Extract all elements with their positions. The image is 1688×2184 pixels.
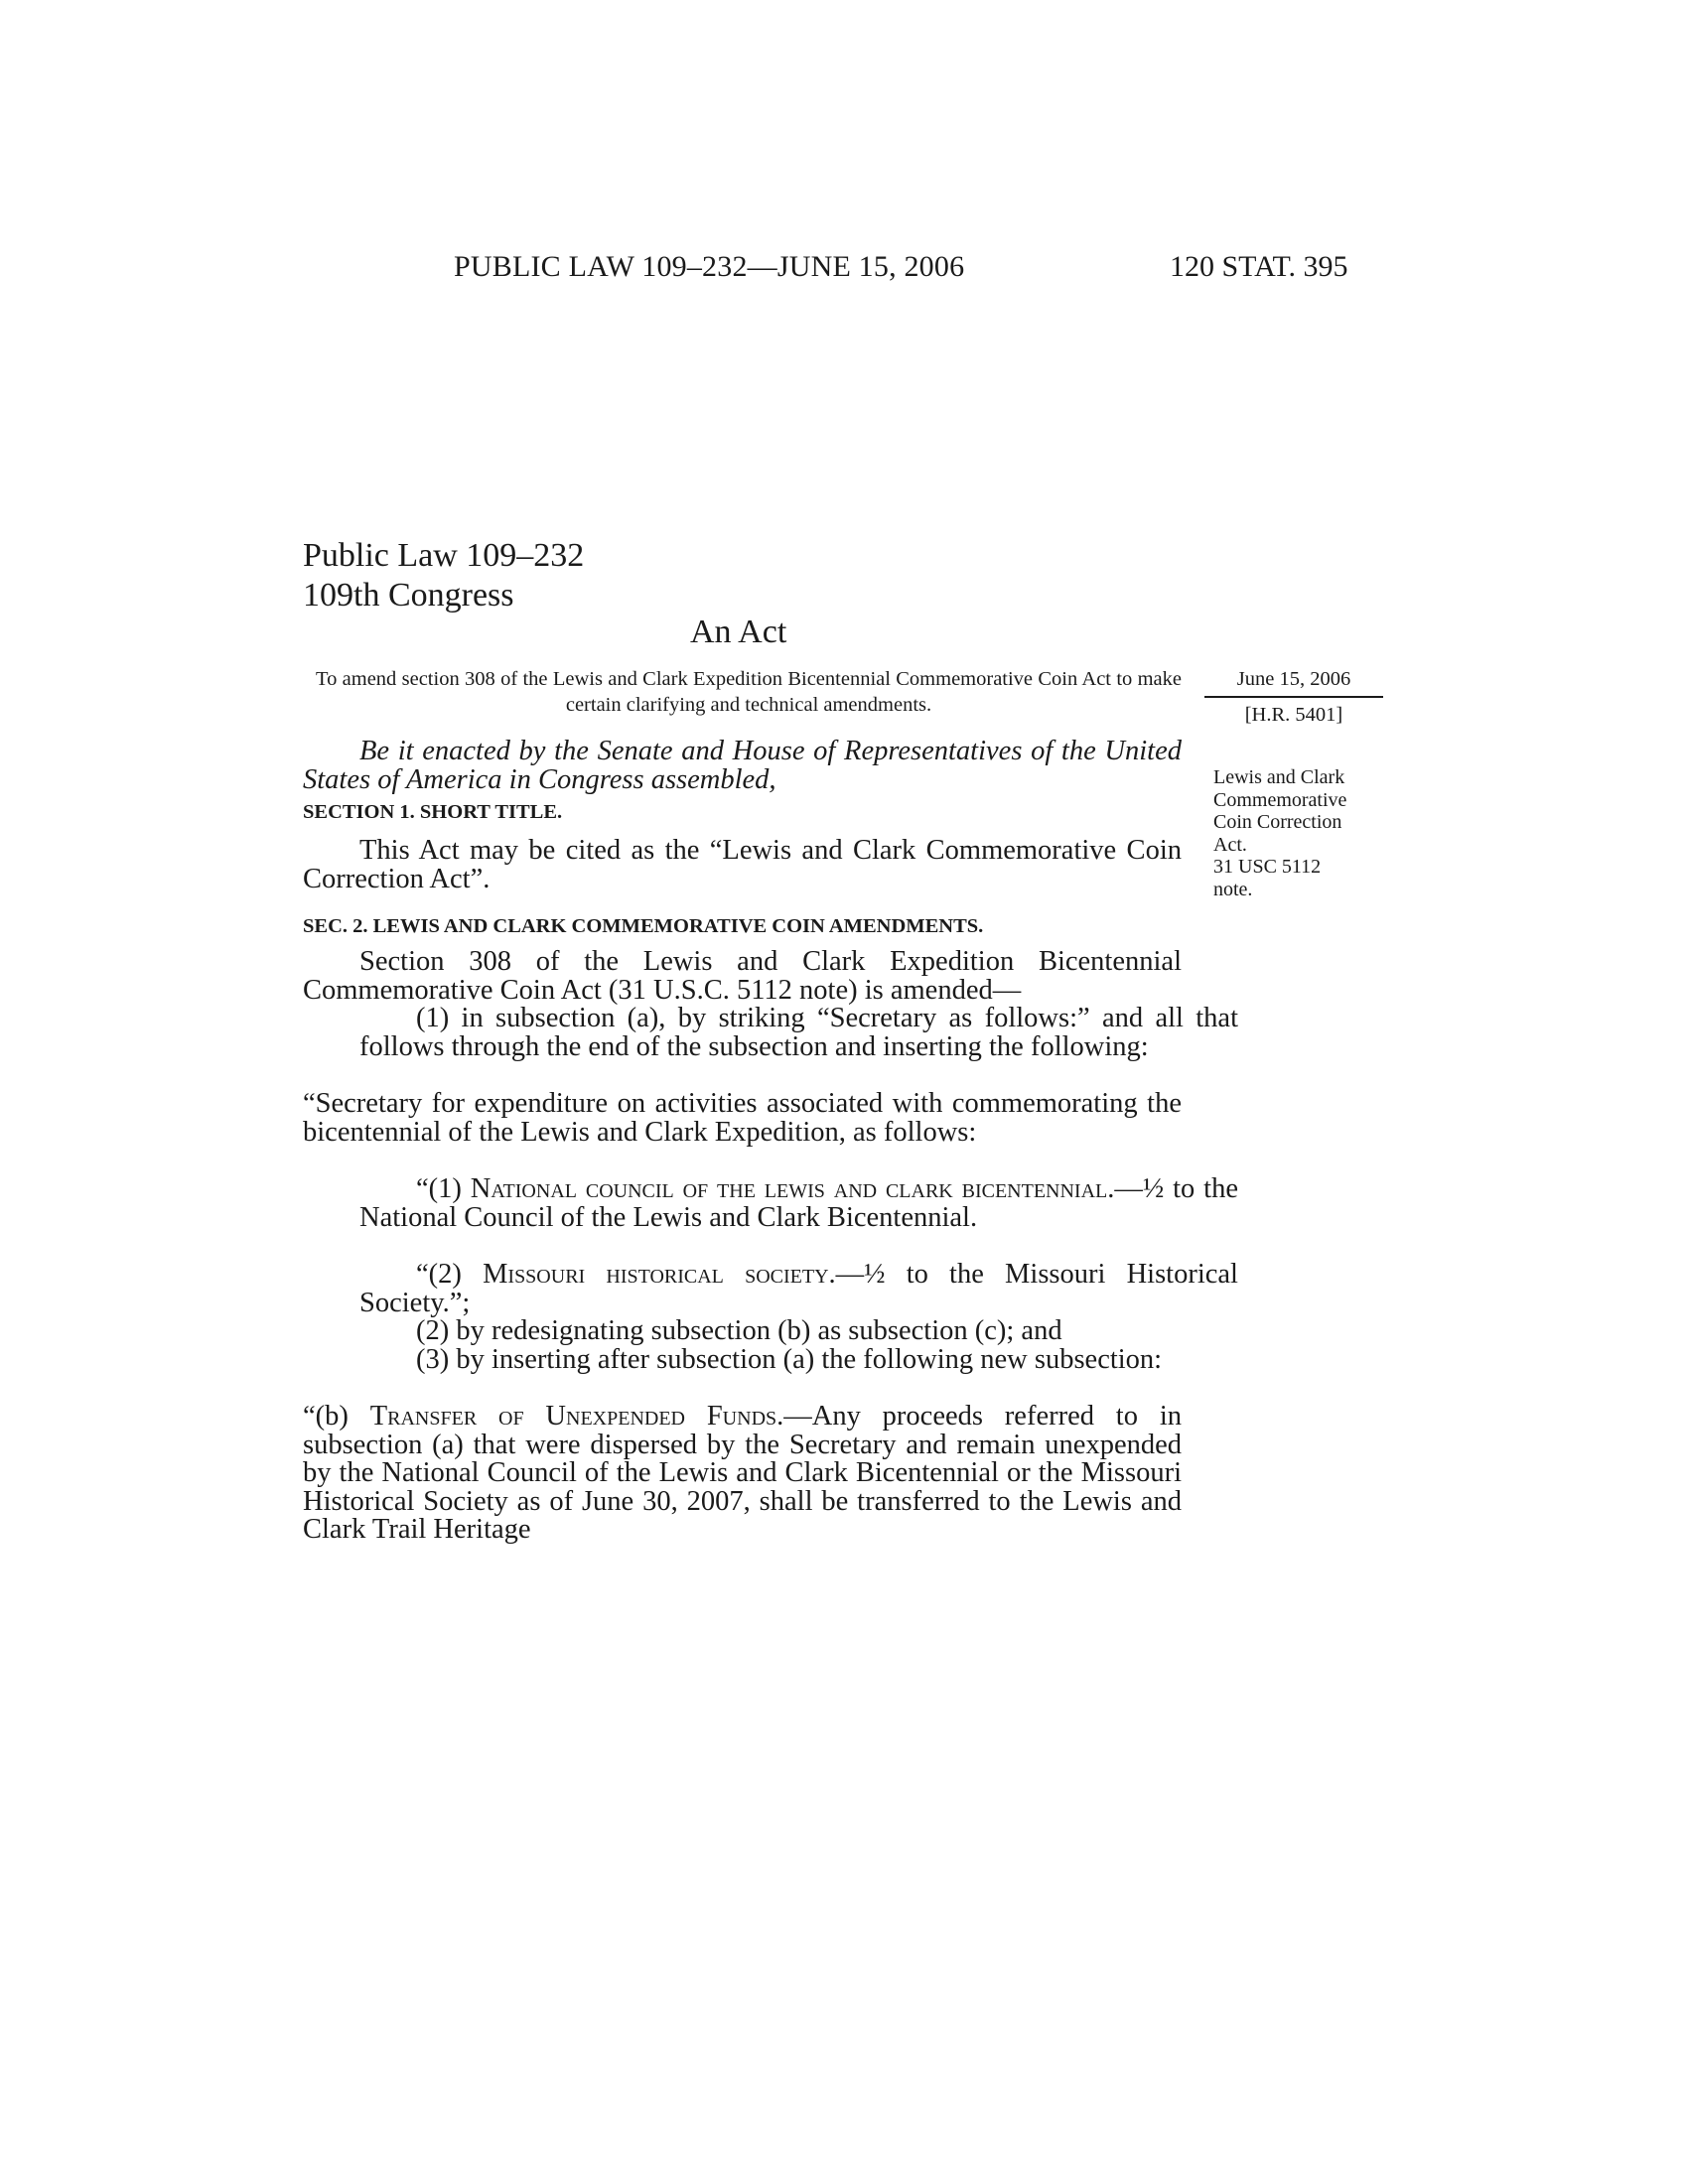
margin-note-line: 31 USC 5112 [1213, 856, 1322, 878]
paragraph-2-prefix: “(2) [416, 1259, 484, 1290]
amendment-item-1-text: (1) in subsection (a), by striking “Secretary as follows:” and all that follows through the end of the subsection and inserting the following: [359, 1003, 1238, 1062]
section-2-heading: SEC. 2. LEWIS AND CLARK COMMEMORATIVE COIN AMENDMENTS. [303, 915, 984, 937]
law-number: Public Law 109–232 [303, 537, 585, 574]
inserted-subsection-b [303, 1403, 1182, 1545]
paragraph-2-heading: Missouri historical society. [483, 1259, 836, 1290]
margin-note-line: Commemorative [1213, 788, 1347, 811]
section-1-heading: SECTION 1. SHORT TITLE. [303, 801, 563, 823]
section-2-intro: Section 308 of the Lewis and Clark Expedition Bicentennial Commemorative Coin Act (31 U.S.C. 5112 note) is amended— [303, 946, 1182, 1006]
subsection-b-text: —Any proceeds referred to in subsection (a) that were dispersed by the Secretary and remain unexpended by the National Council of the Lewis and Clark Bicentennial or the Missouri Historical Society as of June 30, 2007, shall be transferred to the Lewis and Clark Trail Heritage [303, 1401, 1182, 1545]
running-head: PUBLIC LAW 109–232—JUNE 15, 2006 [454, 250, 965, 283]
amendment-item-2: (2) by redesignating subsection (b) as subsection (c); and [416, 1315, 1062, 1346]
margin-note-line: Coin Correction [1213, 811, 1342, 833]
congress-number: 109th Congress [303, 577, 514, 614]
amendment-item-3: (3) by inserting after subsection (a) the following new subsection: [416, 1344, 1163, 1375]
enacting-clause: Be it enacted by the Senate and House of Representatives of the United States of America in Congress assembled, [303, 736, 1182, 795]
stat-page-number: 120 STAT. 395 [1170, 250, 1348, 283]
paragraph-1-prefix: “(1) [416, 1173, 471, 1204]
subsection-b-heading: Transfer of Unexpended Funds. [369, 1401, 784, 1432]
paragraph-1-text: —½ to the National Council of the Lewis and Clark Bicentennial. [359, 1173, 1238, 1233]
inserted-paragraph-1 [303, 1175, 1238, 1232]
law-title-block [303, 536, 584, 615]
margin-note-line: Act. [1213, 833, 1247, 856]
amendment-item-1 [303, 1005, 1238, 1061]
section-1-text: This Act may be cited as the “Lewis and Clark Commemorative Coin Correction Act”. [303, 835, 1182, 894]
margin-note-line: Lewis and Clark [1213, 766, 1345, 788]
inserted-subsection-a: “Secretary for expenditure on activities associated with commemorating the bicentennial of the Lewis and Clark Expedition, as follows: [303, 1088, 1182, 1148]
act-label: An Act [690, 614, 787, 650]
sidebar-margin-note [1213, 766, 1392, 900]
inserted-paragraph-2 [303, 1261, 1238, 1317]
margin-note-line: note. [1213, 878, 1253, 900]
subsection-b-prefix: “(b) [303, 1401, 370, 1432]
paragraph-1-heading: National council of the lewis and clark bicentennial. [470, 1173, 1115, 1204]
sidebar-rule [1204, 696, 1383, 698]
sidebar-bill-number: [H.R. 5401] [1244, 704, 1343, 726]
purpose-clause: To amend section 308 of the Lewis and Clark Expedition Bicentennial Commemorative Coin Act to make certain clarifying and technical amendments. [316, 668, 1182, 716]
sidebar-date: June 15, 2006 [1236, 668, 1351, 690]
paragraph-2-text: —½ to the Missouri Historical Society.”; [359, 1259, 1238, 1318]
